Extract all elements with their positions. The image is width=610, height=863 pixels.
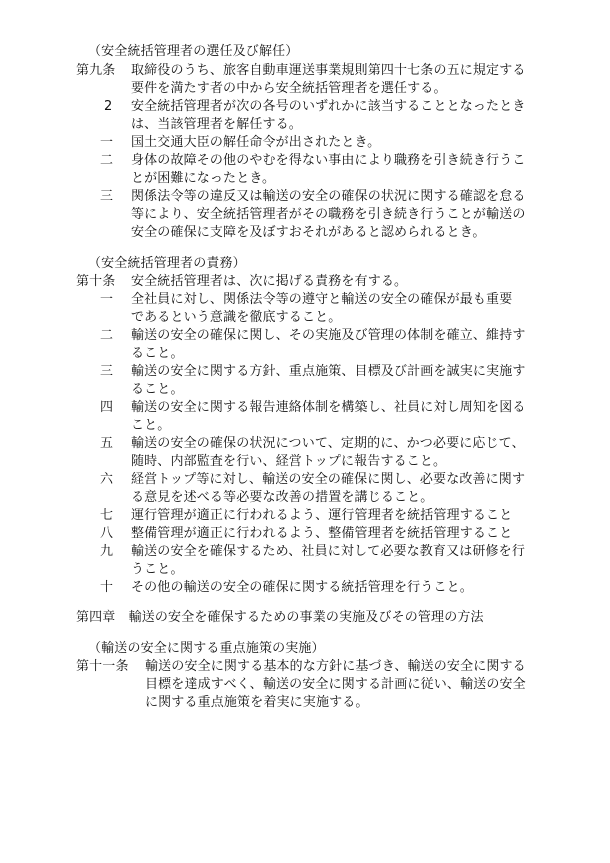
item-text-line: 輸送の安全を確保するため、社員に対して必要な教育又は研修を行 <box>131 544 525 559</box>
item-number: 三 <box>100 189 114 204</box>
item-number: 一 <box>100 135 114 150</box>
chapter-heading: 第四章 輸送の安全を確保するための事業の実施及びその管理の方法 <box>76 610 484 625</box>
item-text-line: 輸送の安全の確保の状況について、定期的に、かつ必要に応じて、 <box>131 436 525 451</box>
item-text-line: 国土交通大臣の解任命令が出されたとき。 <box>131 135 381 150</box>
item-text-line: ること。 <box>131 346 184 361</box>
item-number: 一 <box>100 292 114 307</box>
item-text-line: 安全の確保に支障を及ぼすおそれがあると認められるとき。 <box>131 225 486 240</box>
article-text-line: に関する重点施策を着実に実施する。 <box>145 695 369 710</box>
item-number: 二 <box>100 153 114 168</box>
item-text-line: る意見を述べる等必要な改善の措置を講じること。 <box>131 490 434 505</box>
item-number: 二 <box>100 328 114 343</box>
item-number: 六 <box>100 472 114 487</box>
article-text-line: 輸送の安全に関する基本的な方針に基づき、輸送の安全に関する <box>145 659 526 674</box>
item-text-line: うこと。 <box>131 562 184 577</box>
item-text-line: 輸送の安全に関する方針、重点施策、目標及び計画を誠実に実施す <box>131 364 526 379</box>
item-number: 八 <box>100 526 114 541</box>
item-text-line: 身体の故障その他のやむを得ない事由により職務を引き続き行うこ <box>131 153 526 168</box>
article-label: 第十一条 <box>76 659 129 674</box>
section-heading: （安全統括管理者の責務） <box>88 256 246 271</box>
section-heading: （安全統括管理者の選任及び解任） <box>88 44 299 59</box>
article-text-line: 取締役のうち、旅客自動車運送事業規則第四十七条の五に規定する <box>131 63 526 78</box>
item-text-line: ること。 <box>131 382 184 397</box>
item-text-line: 整備管理が適正に行われるよう、整備管理者を統括管理すること <box>131 526 513 541</box>
item-text-line: 輸送の安全の確保に関し、その実施及び管理の体制を確立、維持す <box>131 328 526 343</box>
item-text-line: その他の輸送の安全の確保に関する統括管理を行うこと。 <box>131 580 473 595</box>
item-text-line: こと。 <box>131 418 171 433</box>
item-number: 九 <box>100 544 114 559</box>
item-number: 2 <box>104 99 113 114</box>
item-number: 三 <box>100 364 114 379</box>
section-heading: （輸送の安全に関する重点施策の実施） <box>88 641 325 656</box>
article-text-line: 目標を達成すべく、輸送の安全に関する計画に従い、輸送の安全 <box>145 677 526 692</box>
item-text-line: は、当該管理者を解任する。 <box>131 117 302 132</box>
item-text-line: とが困難になったとき。 <box>131 171 276 186</box>
item-number: 五 <box>100 436 114 451</box>
item-number: 七 <box>100 508 114 523</box>
item-number: 四 <box>100 400 114 415</box>
item-text-line: 関係法令等の違反又は輸送の安全の確保の状況に関する確認を怠る <box>131 189 526 204</box>
article-label: 第十条 <box>76 274 116 289</box>
item-text-line: 運行管理が適正に行われるよう、運行管理者を統括管理すること <box>131 508 513 523</box>
item-text-line: 全社員に対し、関係法令等の遵守と輸送の安全の確保が最も重要 <box>131 292 513 307</box>
article-text-line: 安全統括管理者は、次に掲げる責務を有する。 <box>131 274 408 289</box>
item-text-line: 等により、安全統括管理者がその職務を引き続き行うことが輸送の <box>131 207 526 222</box>
item-text-line: 経営トップ等に対し、輸送の安全の確保に関し、必要な改善に関す <box>131 472 526 487</box>
item-text-line: 随時、内部監査を行い、経営トップに報告すること。 <box>131 454 447 469</box>
item-number: 十 <box>100 580 114 595</box>
article-label: 第九条 <box>76 63 116 78</box>
item-text-line: 輸送の安全に関する報告連絡体制を構築し、社員に対し周知を図る <box>131 400 526 415</box>
article-text-line: 要件を満たす者の中から安全統括管理者を選任する。 <box>131 81 447 96</box>
item-text-line: であるという意識を徹底すること。 <box>131 310 342 325</box>
item-text-line: 安全統括管理者が次の各号のいずれかに該当することとなったとき <box>131 99 526 114</box>
